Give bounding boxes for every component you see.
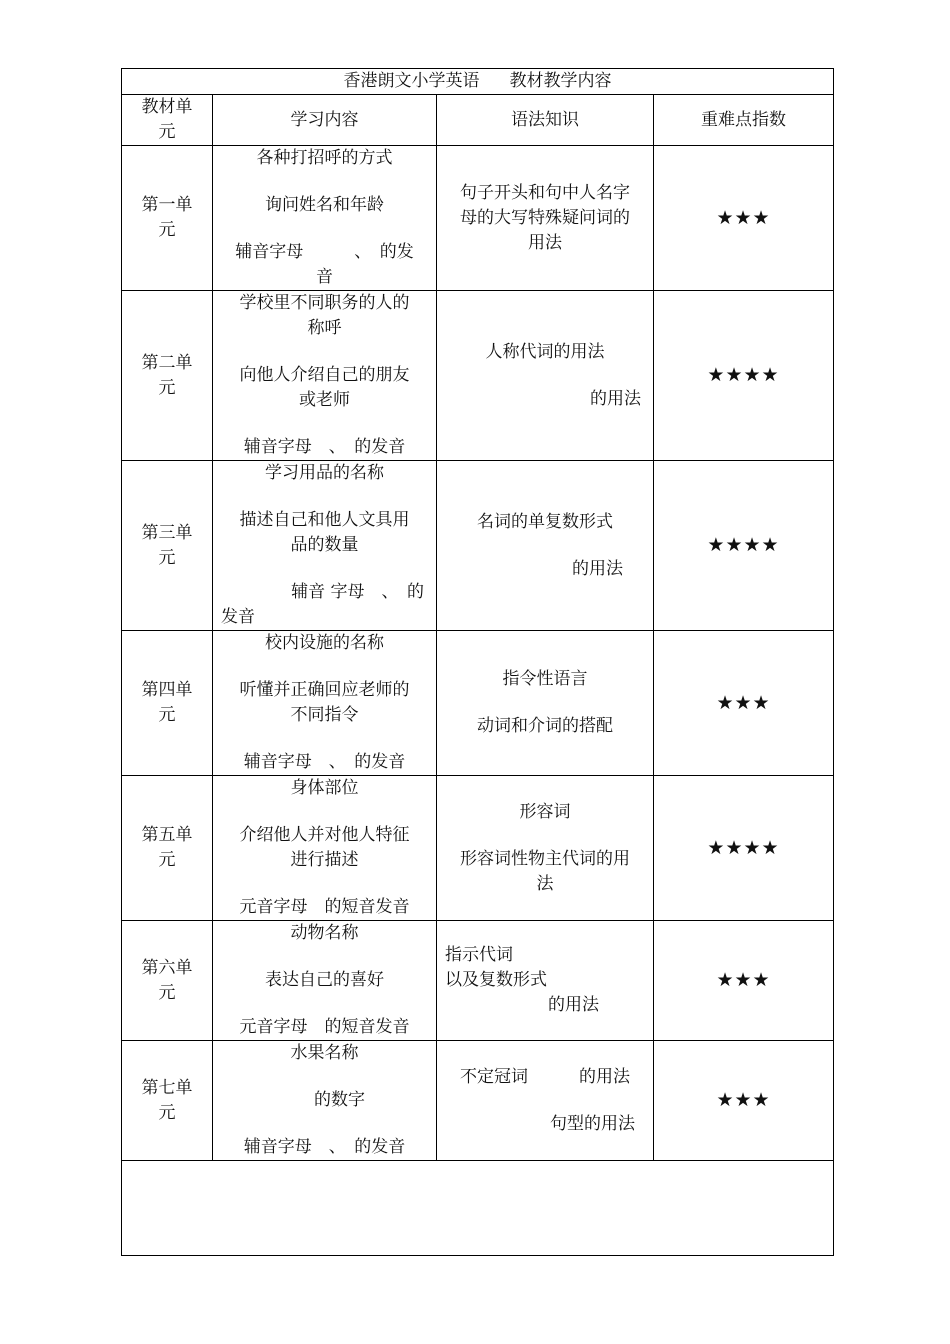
header-row <box>122 95 834 146</box>
table-title <box>122 69 834 95</box>
unit-cell: 第一单元 <box>122 146 213 291</box>
curriculum-table <box>121 68 834 1256</box>
content-cell: 校内设施的名称 听懂并正确回应老师的 不同指令 辅音字母 、 的发音 <box>213 631 437 776</box>
grammar-cell: 名词的单复数形式 的用法 <box>437 461 654 631</box>
empty-row <box>122 1161 834 1256</box>
grammar-cell: 不定冠词 的用法 句型的用法 <box>437 1041 654 1161</box>
title-row <box>122 69 834 95</box>
difficulty-stars: ★★★ <box>654 921 834 1041</box>
content-cell: 学习用品的名称 描述自己和他人文具用 品的数量 辅音 字母 、 的 发音 <box>213 461 437 631</box>
grammar-cell: 指示代词 以及复数形式 的用法 <box>437 921 654 1041</box>
table-row <box>122 776 834 921</box>
unit-cell: 第三单元 <box>122 461 213 631</box>
content-cell: 学校里不同职务的人的 称呼 向他人介绍自己的朋友 或老师 辅音字母 、 的发音 <box>213 291 437 461</box>
unit-cell: 第六单元 <box>122 921 213 1041</box>
unit-cell: 第二单元 <box>122 291 213 461</box>
title-part-a: 香港朗文小学英语 <box>343 71 480 91</box>
table-row <box>122 631 834 776</box>
grammar-cell: 指令性语言 动词和介词的搭配 <box>437 631 654 776</box>
difficulty-stars: ★★★ <box>654 631 834 776</box>
table-row <box>122 146 834 291</box>
unit-cell: 第七单元 <box>122 1041 213 1161</box>
grammar-cell: 形容词 形容词性物主代词的用 法 <box>437 776 654 921</box>
difficulty-stars: ★★★ <box>654 1041 834 1161</box>
content-cell: 动物名称 表达自己的喜好 元音字母 的短音发音 <box>213 921 437 1041</box>
title-part-b: 教材教学内容 <box>509 71 612 91</box>
table-row <box>122 1041 834 1161</box>
difficulty-stars: ★★★★ <box>654 291 834 461</box>
table-row <box>122 291 834 461</box>
empty-cell <box>122 1161 834 1256</box>
unit-cell: 第五单元 <box>122 776 213 921</box>
header-unit: 教材单元 <box>122 95 213 146</box>
grammar-cell: 句子开头和句中人名字 母的大写特殊疑问词的 用法 <box>437 146 654 291</box>
content-cell: 各种打招呼的方式 询问姓名和年龄 辅音字母 、 的发 音 <box>213 146 437 291</box>
header-grammar: 语法知识 <box>437 95 654 146</box>
content-cell: 身体部位 介绍他人并对他人特征 进行描述 元音字母 的短音发音 <box>213 776 437 921</box>
table-row <box>122 921 834 1041</box>
content-cell: 水果名称 的数字 辅音字母 、 的发音 <box>213 1041 437 1161</box>
unit-cell: 第四单元 <box>122 631 213 776</box>
header-difficulty: 重难点指数 <box>654 95 834 146</box>
table-row <box>122 461 834 631</box>
difficulty-stars: ★★★★ <box>654 461 834 631</box>
header-content: 学习内容 <box>213 95 437 146</box>
grammar-cell: 人称代词的用法 的用法 <box>437 291 654 461</box>
difficulty-stars: ★★★ <box>654 146 834 291</box>
difficulty-stars: ★★★★ <box>654 776 834 921</box>
